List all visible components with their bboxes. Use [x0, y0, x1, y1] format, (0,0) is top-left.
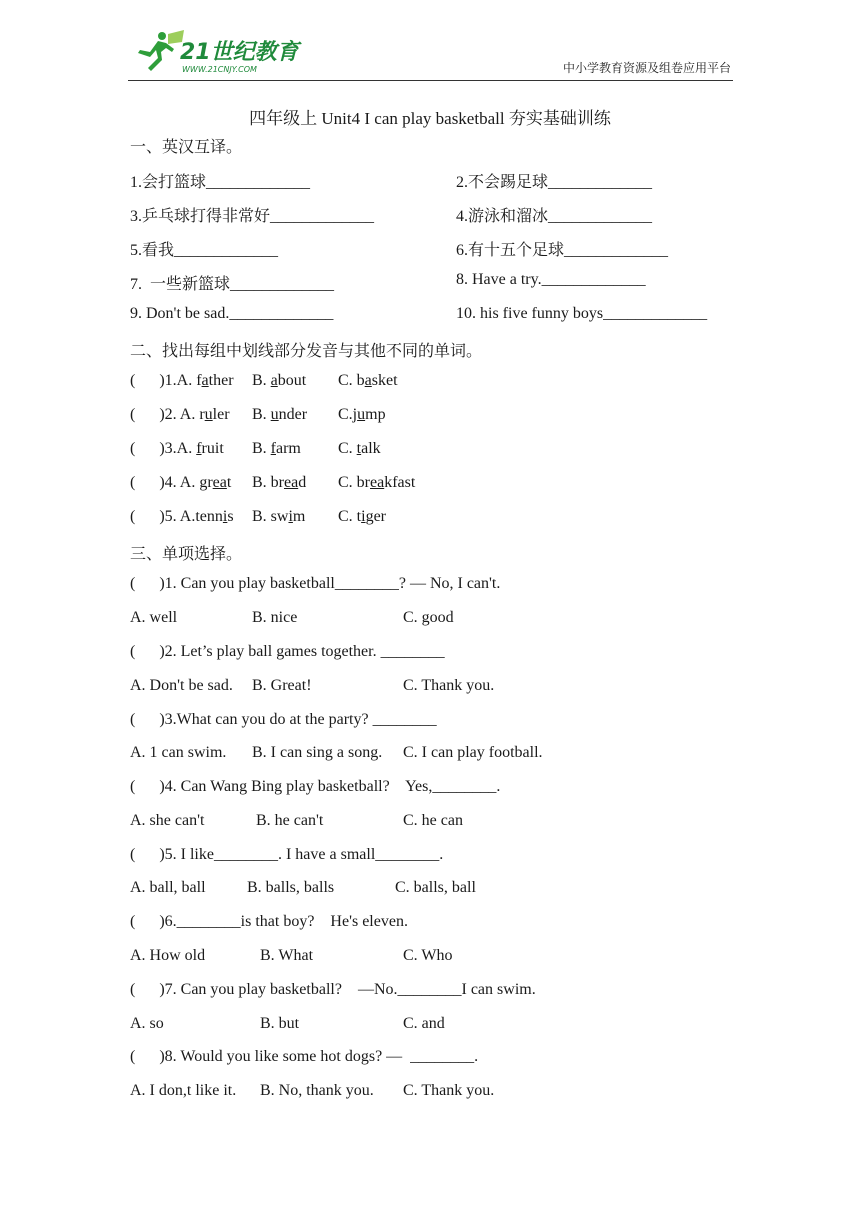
option-c[interactable]: C. Thank you. — [403, 677, 495, 694]
phonics-row — [130, 474, 231, 492]
answer-blank[interactable]: ( ) — [130, 440, 165, 457]
question-text: ( )3.What can you do at the party? ________ — [130, 711, 437, 728]
option-a[interactable]: A.tennis — [179, 508, 234, 525]
question-text: ( )7. Can you play basketball? —No.________I can swim. — [130, 981, 536, 998]
option-b[interactable]: B. I can sing a song. — [252, 744, 383, 761]
answer-blank[interactable]: ( ) — [130, 372, 165, 389]
option-b[interactable]: B. Great! — [252, 677, 312, 694]
option-c[interactable]: C. balls, ball — [395, 879, 476, 896]
translate-item: 3.乒乓球打得非常好_____________ — [130, 208, 375, 225]
question-text: ( )1. Can you play basketball________? — No, I can't. — [130, 575, 501, 592]
option-a[interactable]: A. well — [130, 609, 178, 626]
option-b[interactable]: B. No, thank you. — [260, 1082, 374, 1099]
option-c[interactable]: C. breakfast — [338, 474, 416, 491]
logo-21cnjy — [128, 28, 308, 76]
platform-name: 中小学教育资源及组卷应用平台 — [562, 61, 731, 75]
option-c[interactable]: C. and — [403, 1015, 445, 1032]
option-c[interactable]: C. tiger — [338, 508, 387, 525]
question-text: ( )4. Can Wang Bing play basketball? Yes,________. — [130, 778, 501, 795]
answer-blank[interactable]: ( ) — [130, 508, 165, 525]
translate-item: 9. Don't be sad._____________ — [130, 305, 334, 322]
option-a[interactable]: A. she can't — [130, 812, 205, 829]
option-a[interactable]: A. great — [179, 474, 232, 491]
option-b[interactable]: B. about — [252, 372, 307, 389]
question-text: ( )5. I like________. I have a small________. — [130, 846, 444, 863]
option-b[interactable]: B. under — [252, 406, 308, 423]
phonics-row — [130, 372, 234, 390]
option-c[interactable]: C. talk — [338, 440, 381, 457]
option-b[interactable]: B. bread — [252, 474, 307, 491]
question-number: 5. — [164, 508, 180, 525]
option-c[interactable]: C. good — [403, 609, 454, 626]
answer-blank[interactable]: ( ) — [130, 406, 165, 423]
page-header — [128, 28, 733, 81]
option-c[interactable]: C. he can — [403, 812, 463, 829]
section2-heading: 二、找出每组中划线部分发音与其他不同的单词。 — [130, 343, 483, 360]
option-a[interactable]: A. I don,t like it. — [130, 1082, 237, 1099]
option-b[interactable]: B. farm — [252, 440, 301, 457]
option-b[interactable]: B. swim — [252, 508, 306, 525]
option-c[interactable]: C. Thank you. — [403, 1082, 495, 1099]
translate-item: 4.游泳和溜冰_____________ — [456, 208, 653, 225]
runner-logo-icon — [128, 28, 308, 76]
option-a[interactable]: A. 1 can swim. — [130, 744, 227, 761]
section1-heading: 一、英汉互译。 — [130, 139, 243, 156]
question-text: ( )8. Would you like some hot dogs? — ________. — [130, 1048, 479, 1065]
question-text: ( )2. Let’s play ball games together. ________ — [130, 643, 445, 660]
section3-heading: 三、单项选择。 — [130, 546, 243, 563]
question-number: 2. — [164, 406, 180, 423]
translate-item: 10. his five funny boys_____________ — [456, 305, 708, 322]
option-c[interactable]: C.jump — [338, 406, 386, 423]
page-title: 四年级上 Unit4 I can play basketball 夯实基础训练 — [249, 109, 611, 128]
translate-item: 7. 一些新篮球_____________ — [130, 276, 335, 293]
question-text: ( )6.________is that boy? He's eleven. — [130, 913, 408, 930]
translate-item: 2.不会踢足球_____________ — [456, 174, 653, 191]
option-b[interactable]: B. but — [260, 1015, 300, 1032]
option-b[interactable]: B. What — [260, 947, 314, 964]
phonics-row — [130, 440, 224, 458]
option-a[interactable]: A. father — [176, 372, 234, 389]
question-number: 3. — [164, 440, 177, 457]
phonics-row — [130, 406, 230, 424]
phonics-row — [130, 508, 234, 526]
question-number: 1. — [164, 372, 177, 389]
option-c[interactable]: C. I can play football. — [403, 744, 543, 761]
option-a[interactable]: A. so — [130, 1015, 164, 1032]
option-a[interactable]: A. How old — [130, 947, 206, 964]
option-c[interactable]: C. Who — [403, 947, 453, 964]
translate-item: 5.看我_____________ — [130, 242, 279, 259]
translate-item: 6.有十五个足球_____________ — [456, 242, 669, 259]
question-number: 4. — [164, 474, 180, 491]
option-a[interactable]: A. Don't be sad. — [130, 677, 233, 694]
option-a[interactable]: A. fruit — [176, 440, 224, 457]
svg-text:WWW.21CNJY.COM: WWW.21CNJY.COM — [182, 65, 257, 74]
option-a[interactable]: A. ball, ball — [130, 879, 206, 896]
translate-item: 1.会打篮球_____________ — [130, 174, 311, 191]
option-a[interactable]: A. ruler — [179, 406, 230, 423]
option-b[interactable]: B. balls, balls — [247, 879, 335, 896]
svg-text:21世纪教育: 21世纪教育 — [180, 40, 299, 65]
answer-blank[interactable]: ( ) — [130, 474, 165, 491]
option-c[interactable]: C. basket — [338, 372, 398, 389]
option-b[interactable]: B. he can't — [256, 812, 324, 829]
option-b[interactable]: B. nice — [252, 609, 298, 626]
translate-item: 8. Have a try._____________ — [456, 271, 646, 288]
